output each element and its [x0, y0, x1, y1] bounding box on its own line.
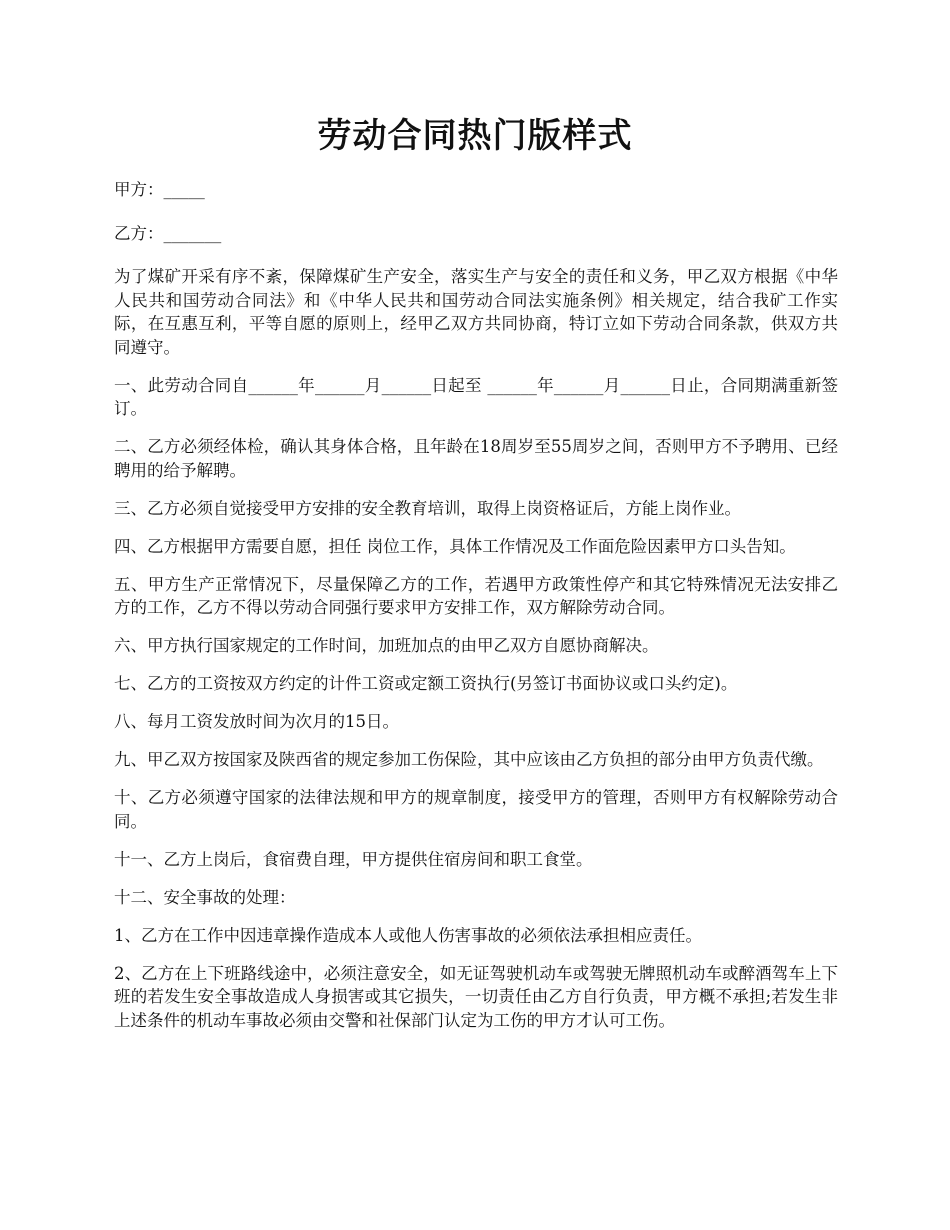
- clause-6: 六、甲方执行国家规定的工作时间，加班加点的由甲乙双方自愿协商解决。: [114, 636, 659, 655]
- clause-5: 五、甲方生产正常情况下，尽量保障乙方的工作，若遇甲方政策性停产和其它特殊情况无法安排乙方的工作，乙方不得以劳动合同强行要求甲方安排工作，双方解除劳动合同。: [114, 574, 838, 617]
- clause-4: 四、乙方根据甲方需要自愿，担任 岗位工作，具体工作情况及工作面危险因素甲方口头告知。: [114, 536, 796, 556]
- clause-12-item-1: 1、乙方在工作中因违章操作造成本人或他人伤害事故的必须依法承担相应责任。: [114, 925, 702, 945]
- clause-11: 十一、乙方上岗后，食宿费自理，甲方提供住宿房间和职工食堂。: [114, 849, 593, 869]
- clause-9: 九、甲乙双方按国家及陕西省的规定参加工伤保险，其中应该由乙方负担的部分由甲方负责代缴。: [114, 750, 824, 769]
- clause-8: 八、每月工资发放时间为次月的15日。: [114, 712, 399, 731]
- clause-10: 十、乙方必须遵守国家的法律法规和甲方的规章制度，接受甲方的管理，否则甲方有权解除劳动合同。: [114, 788, 838, 831]
- party-a-line: 甲方：_____: [114, 180, 205, 199]
- document-body: [114, 178, 838, 1047]
- clause-2: 二、乙方必须经体检，确认其身体合格，且年龄在18周岁至55周岁之间，否则甲方不予聘用、已经聘用的给予解聘。: [114, 437, 838, 480]
- clause-7: 七、乙方的工资按双方约定的计件工资或定额工资执行(另签订书面协议或口头约定)。: [114, 674, 738, 693]
- clause-1: 一、此劳动合同自______年______月______日起至 ______年______月______日止，合同期满重新签订。: [114, 375, 838, 418]
- party-b-line: 乙方：_______: [114, 223, 222, 243]
- clause-12-item-2: 2、乙方在上下班路线途中，必须注意安全，如无证驾驶机动车或驾驶无牌照机动车或醉酒驾车上下班的若发生安全事故造成人身损害或其它损失，一切责任由乙方自行负责，甲方概不承担;若发生非上述条件的机动车事故必须由交警和社保部门认定为工伤的甲方才认可工伤。: [114, 963, 838, 1030]
- clause-12-heading: 十二、安全事故的处理：: [114, 887, 296, 907]
- preamble-paragraph: 为了煤矿开采有序不紊，保障煤矿生产安全，落实生产与安全的责任和义务，甲乙双方根据《中华人民共和国劳动合同法》和《中华人民共和国劳动合同法实施条例》相关规定，结合我矿工作实际，在互惠互利，平等自愿的原则上，经甲乙双方共同协商，特订立如下劳动合同条款，供双方共同遵守。: [114, 267, 838, 357]
- document-title: 劳动合同热门版样式: [317, 116, 633, 156]
- clause-3: 三、乙方必须自觉接受甲方安排的安全教育培训，取得上岗资格证后，方能上岗作业。: [114, 498, 741, 518]
